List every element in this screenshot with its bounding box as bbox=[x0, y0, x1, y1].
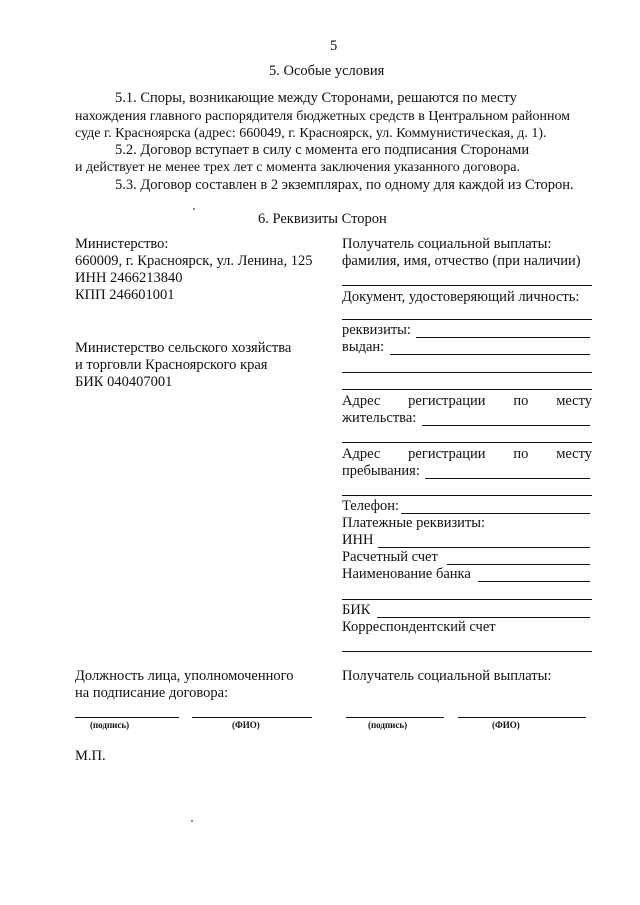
residence-address-label-line1: Адрес регистрации по месту bbox=[342, 393, 592, 409]
recipient-inn-label: ИНН bbox=[342, 532, 374, 548]
stay-address-label-line2: пребывания: bbox=[342, 463, 420, 479]
ministry-kpp: КПП 246601001 bbox=[75, 287, 175, 303]
fio-blank-line[interactable] bbox=[342, 285, 592, 286]
recipient-fio-label: фамилия, имя, отчество (при наличии) bbox=[342, 253, 581, 269]
clause-5-1-line3: суде г. Красноярска (адрес: 660049, г. Красноярск, ул. Коммунистическая, д. 1). bbox=[75, 126, 547, 141]
corr-account-label: Корреспондентский счет bbox=[342, 619, 496, 635]
clause-5-2-line2: и действует не менее трех лет с момента заключения указанного договора. bbox=[75, 160, 520, 175]
authorized-person-label-line2: на подписание договора: bbox=[75, 685, 229, 701]
right-signature-line[interactable] bbox=[346, 717, 444, 718]
left-signature-caption: (подпись) bbox=[90, 720, 130, 730]
residence-address-blank[interactable] bbox=[422, 425, 590, 426]
payment-details-label: Платежные реквизиты: bbox=[342, 515, 486, 531]
seal-placeholder: М.П. bbox=[75, 748, 106, 764]
ministry-label: Министерство: bbox=[75, 236, 169, 252]
stay-address-blank-line2[interactable] bbox=[342, 495, 592, 496]
residence-address-blank-line2[interactable] bbox=[342, 442, 592, 443]
clause-5-1-line2: нахождения главного распорядителя бюджетных средств в Центральном районном bbox=[75, 109, 571, 124]
org-name-line1: Министерство сельского хозяйства bbox=[75, 340, 292, 356]
bank-name-label: Наименование банка bbox=[342, 566, 471, 582]
account-blank[interactable] bbox=[447, 564, 590, 565]
org-name-line2: и торговли Красноярского края bbox=[75, 357, 268, 373]
clause-5-1-line1: 5.1. Споры, возникающие между Сторонами, решаются по месту bbox=[115, 90, 517, 106]
issued-blank[interactable] bbox=[390, 354, 590, 355]
recipient-label: Получатель социальной выплаты: bbox=[342, 236, 552, 252]
recipient-inn-blank[interactable] bbox=[378, 547, 590, 548]
left-fio-line[interactable] bbox=[192, 717, 312, 718]
section5-title: 5. Особые условия bbox=[269, 63, 385, 79]
recipient-signature-label: Получатель социальной выплаты: bbox=[342, 668, 552, 684]
phone-label: Телефон: bbox=[342, 498, 400, 514]
ministry-inn: ИНН 2466213840 bbox=[75, 270, 183, 286]
phone-blank[interactable] bbox=[401, 513, 590, 514]
account-label: Расчетный счет bbox=[342, 549, 438, 565]
page-number: 5 bbox=[330, 38, 338, 54]
stay-address-label-line1: Адрес регистрации по месту bbox=[342, 446, 592, 462]
details-blank[interactable] bbox=[416, 337, 590, 338]
issued-label: выдан: bbox=[342, 339, 385, 355]
clause-5-2-line1: 5.2. Договор вступает в силу с момента его подписания Сторонами bbox=[115, 142, 530, 158]
issued-blank-line2[interactable] bbox=[342, 372, 592, 373]
stay-address-blank[interactable] bbox=[425, 478, 590, 479]
scan-speck bbox=[193, 208, 195, 210]
section6-title: 6. Реквизиты Сторон bbox=[258, 211, 387, 227]
details-label: реквизиты: bbox=[342, 322, 411, 338]
right-signature-caption: (подпись) bbox=[368, 720, 408, 730]
right-fio-line[interactable] bbox=[458, 717, 586, 718]
org-bik: БИК 040407001 bbox=[75, 374, 173, 390]
recipient-bik-blank[interactable] bbox=[377, 617, 590, 618]
issued-blank-line3[interactable] bbox=[342, 389, 592, 390]
scan-speck bbox=[191, 820, 193, 822]
bank-name-blank[interactable] bbox=[478, 581, 590, 582]
recipient-bik-label: БИК bbox=[342, 602, 371, 618]
document-blank-line[interactable] bbox=[342, 319, 592, 320]
residence-address-label-line2: жительства: bbox=[342, 410, 417, 426]
corr-account-blank-line[interactable] bbox=[342, 651, 592, 652]
left-signature-line[interactable] bbox=[75, 717, 179, 718]
bank-name-blank-line2[interactable] bbox=[342, 599, 592, 600]
right-fio-caption: (ФИО) bbox=[492, 720, 520, 730]
ministry-address: 660009, г. Красноярск, ул. Ленина, 125 bbox=[75, 253, 313, 269]
clause-5-3: 5.3. Договор составлен в 2 экземплярах, по одному для каждой из Сторон. bbox=[115, 177, 574, 193]
left-fio-caption: (ФИО) bbox=[232, 720, 260, 730]
authorized-person-label-line1: Должность лица, уполномоченного bbox=[75, 668, 294, 684]
identity-document-label: Документ, удостоверяющий личность: bbox=[342, 289, 580, 305]
